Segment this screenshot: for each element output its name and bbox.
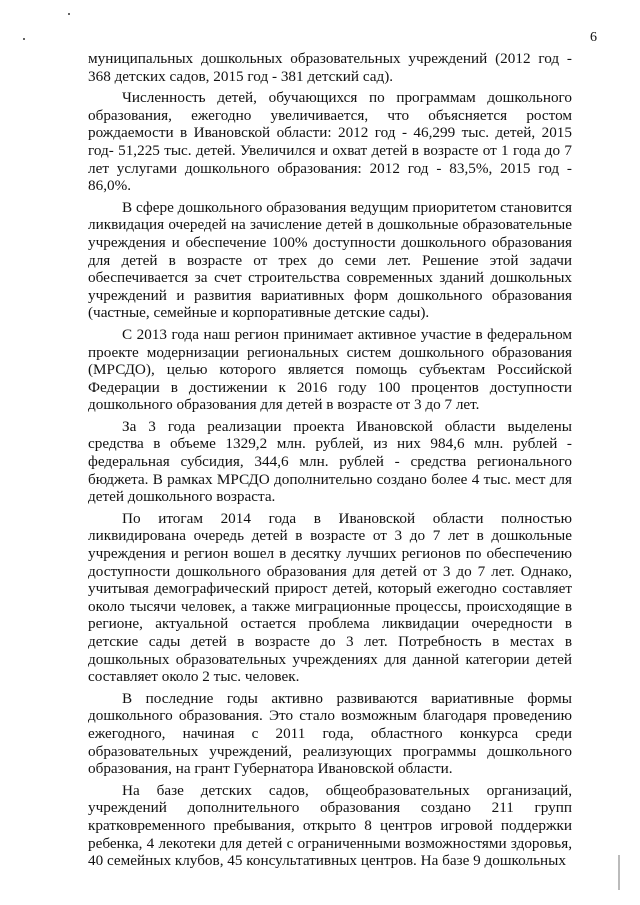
- scan-speck: [68, 13, 70, 15]
- paragraph: На базе детских садов, общеобразовательных организаций, учреждений дополнительного образования создано 211 групп кратковременного пребывания, открыто 8 центров игровой поддержки ребенка, 4 лекотеки для детей с ограниченными возможностями здоровья, 40 семейных клубов, 45 консультативных центров. На базе 9 дошкольных: [88, 781, 572, 870]
- paragraph: За 3 года реализации проекта Ивановской области выделены средства в объеме 1329,2 млн. рублей, из них 984,6 млн. рублей - федеральная субсидия, 344,6 млн. рублей - средства регионального бюджета. В рамках МРСДО дополнительно создано более 4 тыс. мест для детей дошкольного возраста.: [88, 417, 572, 506]
- scan-speck: [23, 38, 25, 40]
- page-number: 6: [590, 30, 597, 45]
- paragraph: Численность детей, обучающихся по программам дошкольного образования, ежегодно увеличивается, что объясняется ростом рождаемости в Ивановской области: 2012 год - 46,299 тыс. детей, 2015 год- 51,225 тыс. детей. Увеличился и охват детей в возрасте от 1 года до 7 лет услугами дошкольного образования: 2012 год - 83,5%, 2015 год - 86,0%.: [88, 89, 572, 195]
- paragraph: С 2013 года наш регион принимает активное участие в федеральном проекте модернизации региональных систем дошкольного образования (МРСДО), целью которого является помощь субъектам Российской Федерации в достижении к 2016 году 100 процентов доступности дошкольного образования для детей в возрасте от 3 до 7 лет.: [88, 325, 572, 414]
- paragraph-continuation: муниципальных дошкольных образовательных учреждений (2012 год - 368 детских садов, 2015 год - 381 детский сад).: [88, 50, 572, 85]
- document-body: [88, 50, 572, 874]
- paragraph: В сфере дошкольного образования ведущим приоритетом становится ликвидация очередей на зачисление детей в дошкольные образовательные учреждения и обеспечение 100% доступности дошкольного образования для детей в возрасте от трех до семи лет. Решение этой задачи обеспечивается за счет строительства современных зданий дошкольных учреждений и развития вариативных форм дошкольного образования (частные, семейные и корпоративные детские сады).: [88, 198, 572, 322]
- scan-edge-mark: [618, 855, 620, 890]
- paragraph: В последние годы активно развиваются вариативные формы дошкольного образования. Это стало возможным благодаря проведению ежегодного, начиная с 2011 года, областного конкурса среди образовательных учреждений, реализующих программы дошкольного образования, на грант Губернатора Ивановской области.: [88, 689, 572, 778]
- paragraph: По итогам 2014 года в Ивановской области полностью ликвидирована очередь детей в возрасте от 3 до 7 лет в дошкольные учреждения и регион вошел в десятку лучших регионов по обеспечению доступности дошкольного образования для детей от 3 до 7 лет. Однако, учитывая демографический прирост детей, который ежегодно составляет около тысячи человек, а также миграционные процессы, происходящие в регионе, актуальной остается проблема ликвидации очередности в детские сады детей в возрасте до 3 лет. Потребность в местах в дошкольных образовательных учреждениях для данной категории детей составляет около 2 тыс. человек.: [88, 509, 572, 686]
